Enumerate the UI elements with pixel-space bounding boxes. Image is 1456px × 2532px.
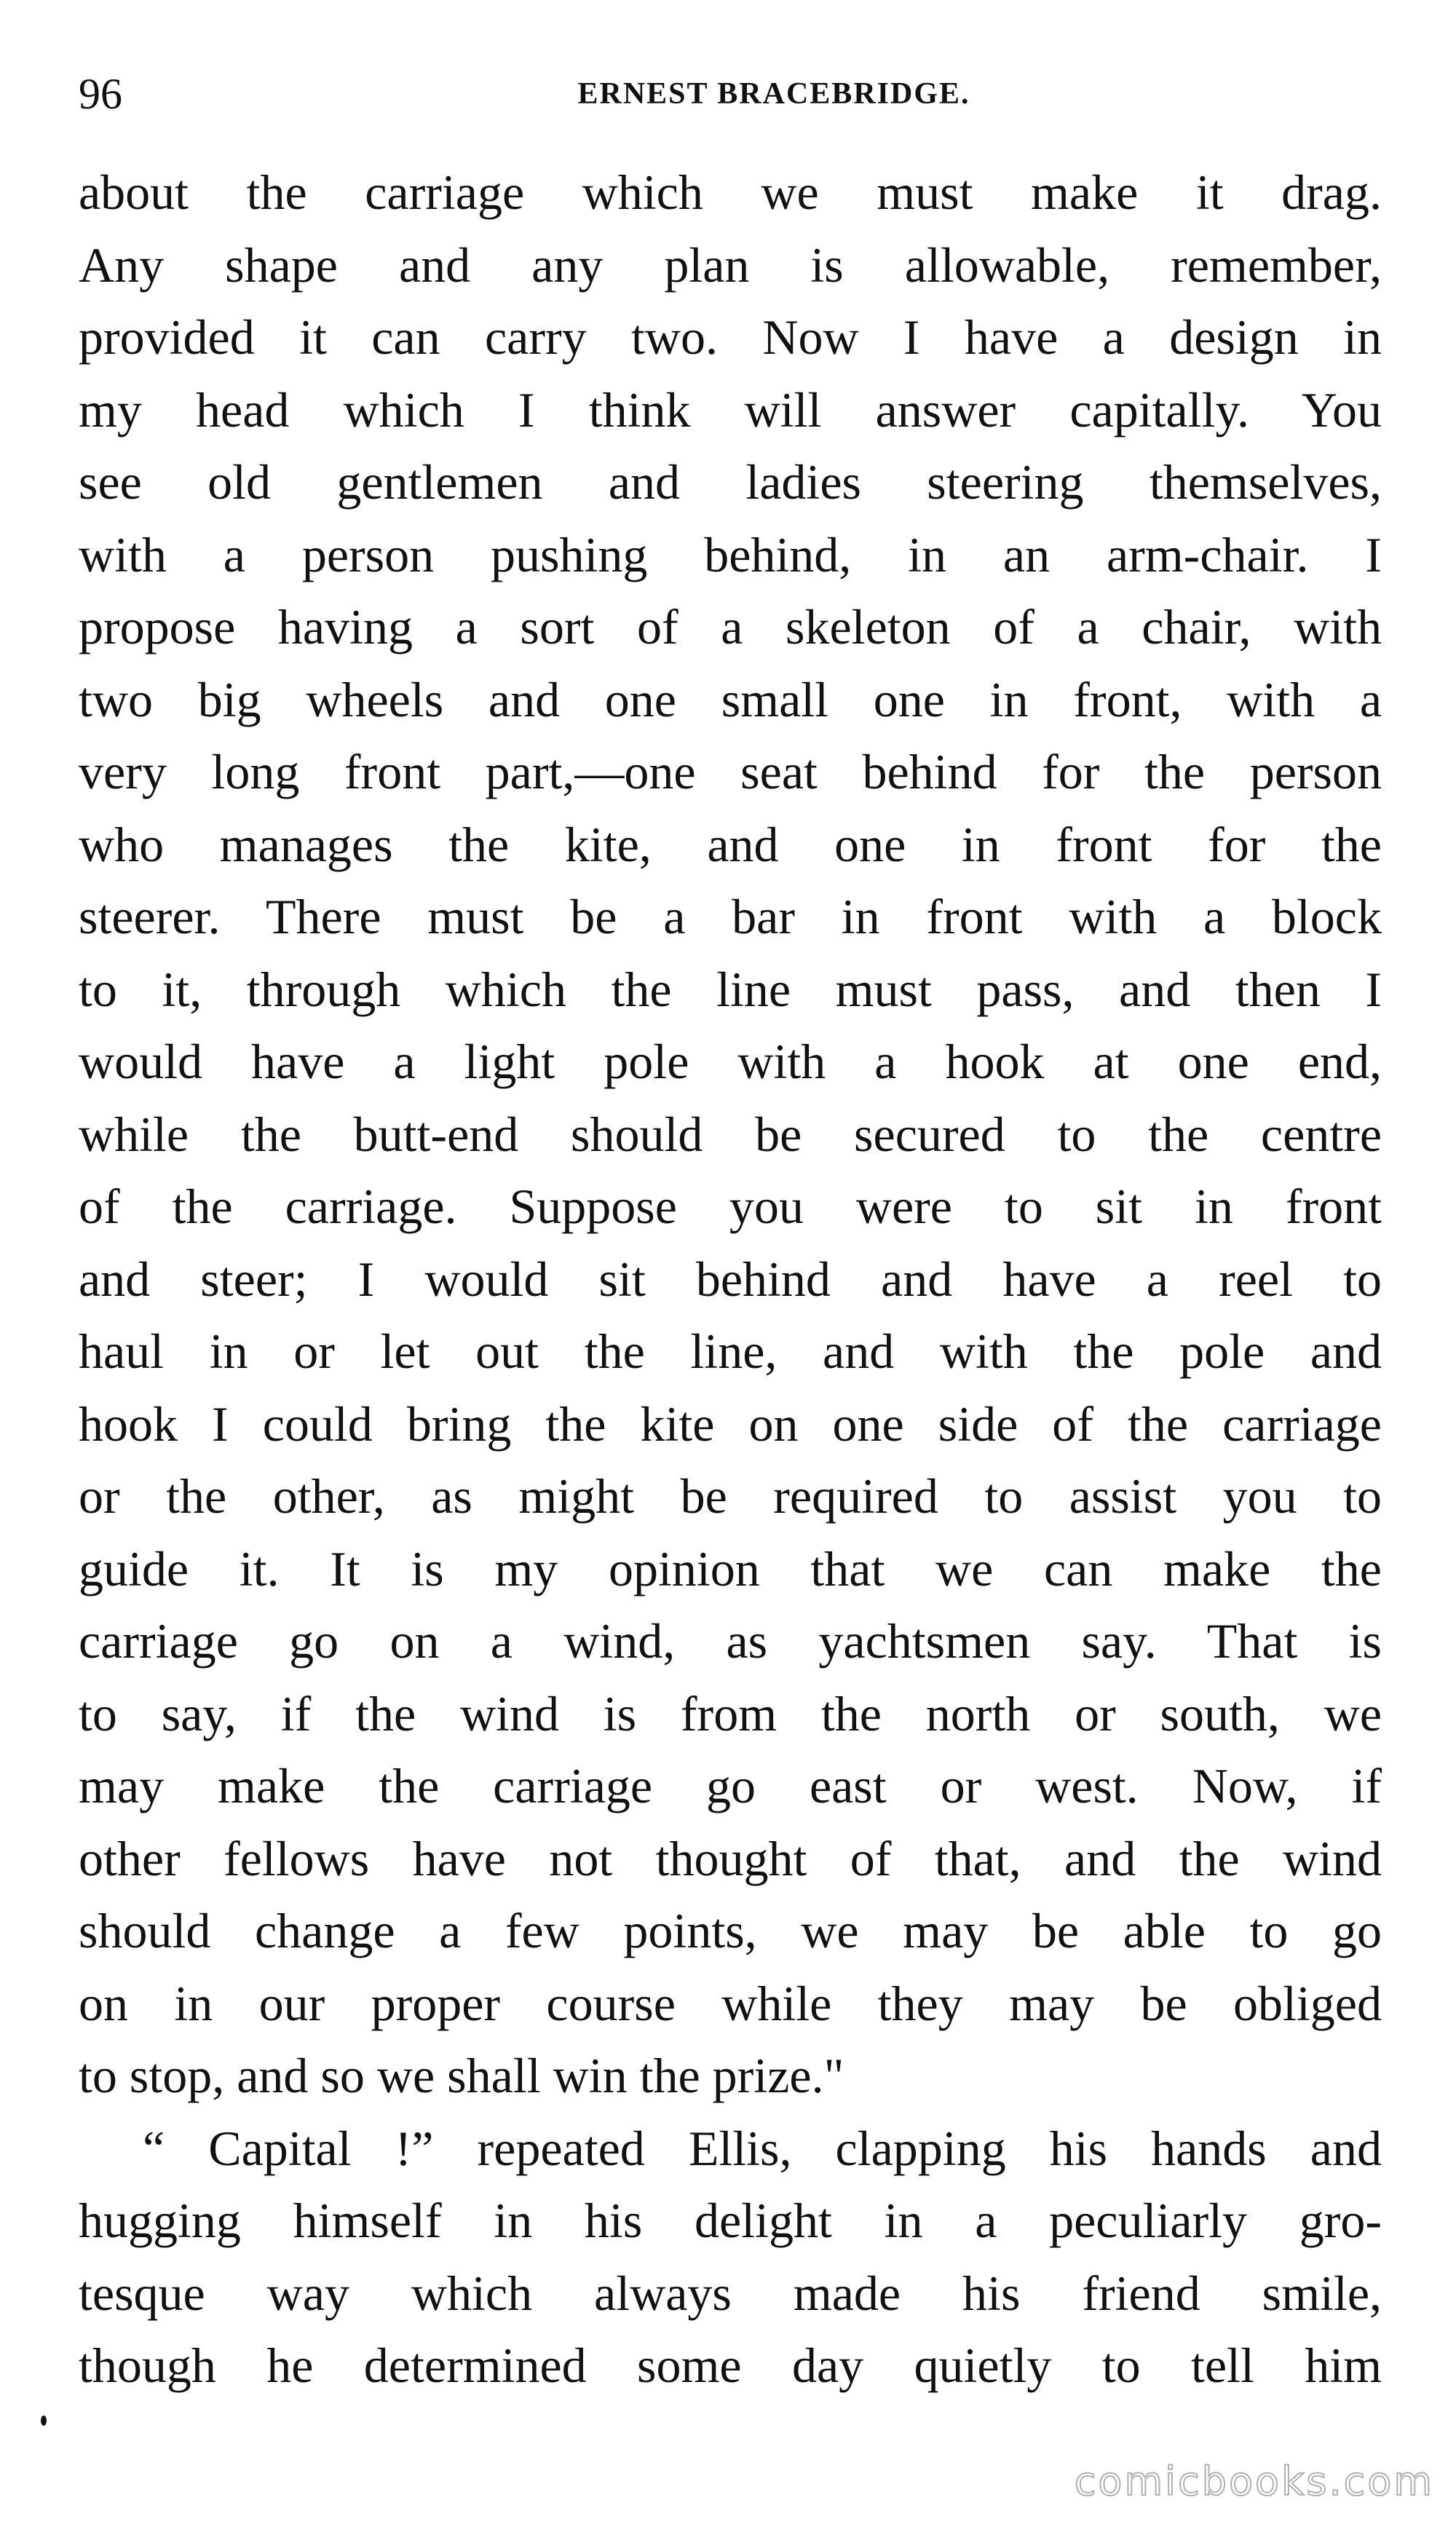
text-line: hook I could bring the kite on one side of the carriage [79,1396,1382,1452]
running-title: ERNEST BRACEBRIDGE. [577,77,970,111]
text-line: provided it can carry two. Now I have a design in [79,309,1382,365]
text-line: while the butt-end should be secured to the centre [79,1106,1382,1162]
body-text [79,157,1382,2402]
text-line: propose having a sort of a skeleton of a chair, with [79,599,1382,654]
text-line: other fellows have not thought of that, and the wind [79,1830,1382,1886]
text-line: very long front part,—one seat behind for the person [79,744,1382,799]
text-line: steerer. There must be a bar in front with a block [79,889,1382,944]
text-line: and steer; I would sit behind and have a reel to [79,1251,1382,1307]
text-line: to it, through which the line must pass, and then I [79,961,1382,1017]
text-line: about the carriage which we must make it drag. [79,165,1382,220]
text-line: or the other, as might be required to assist you to [79,1468,1382,1524]
text-line: Any shape and any plan is allowable, remember, [79,237,1382,293]
paragraph-start-line: “ Capital !” repeated Ellis, clapping his hands and [143,2120,1382,2176]
text-line: guide it. It is my opinion that we can make the [79,1540,1382,1597]
text-line: though he determined some day quietly to tell him [79,2338,1382,2393]
text-line: haul in or let out the line, and with the pole and [79,1324,1382,1379]
text-line: should change a few points, we may be able to go [79,1903,1382,1958]
text-line: hugging himself in his delight in a peculiarly gro- [79,2193,1382,2248]
text-line: to say, if the wind is from the north or south, we [79,1685,1382,1741]
text-line: carriage go on a wind, as yachtsmen say. That is [79,1613,1382,1669]
text-line: who manages the kite, and one in front for the [79,816,1382,872]
text-line: would have a light pole with a hook at one end, [79,1034,1382,1089]
text-line: on in our proper course while they may be obliged [79,1975,1382,2031]
text-line: see old gentlemen and ladies steering themselves, [79,454,1382,510]
text-line: with a person pushing behind, in an arm-chair. I [79,526,1382,582]
ink-speck [41,2416,47,2426]
text-line: tesque way which always made his friend smile, [79,2265,1382,2321]
watermark: comicbooks.com [1074,2458,1434,2504]
text-line: two big wheels and one small one in front, with a [79,671,1382,727]
paragraph-end-line: to stop, and so we shall win the prize." [79,2048,844,2103]
text-line: my head which I think will answer capitally. You [79,381,1382,438]
text-line: of the carriage. Suppose you were to sit in front [79,1179,1382,1234]
text-line: may make the carriage go east or west. Now, if [79,1758,1382,1813]
page-number: 96 [79,70,122,118]
page-header [79,61,1382,127]
